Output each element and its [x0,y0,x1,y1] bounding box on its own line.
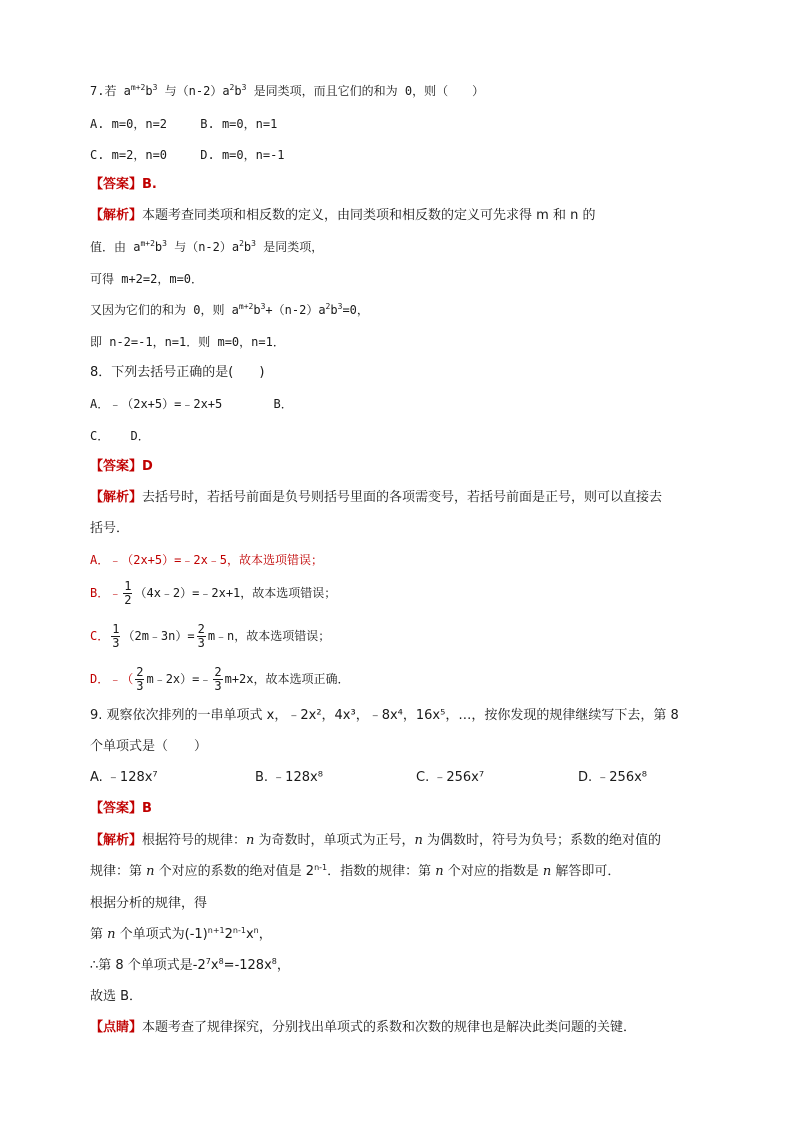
q8-line-d [90,666,350,693]
q8-line-b-fraction [123,580,132,607]
q8-option-d: D． [130,429,150,443]
q9-analysis-exp: n+1 [207,926,225,935]
q7-analysis-line5: 即 n-2=-1，n=1．则 m=0，n=1． [90,335,285,349]
q7-option-d: D. m=0，n=-1 [200,148,285,162]
q9-analysis-text: x [245,927,254,942]
q8-line-b [90,580,336,607]
q8-line-c-fraction-2 [197,623,206,650]
q7-options-row2 [90,146,285,164]
q7-stem-exp: 3 [241,83,247,92]
q9-analysis-var: n [107,927,116,942]
q7-analysis-line4 [90,301,369,319]
q7-analysis-exp: 3 [251,239,256,248]
q8-line-d-text: m﹣2x）=﹣ [146,672,212,686]
q7-analysis-text: 是同类项， [255,240,324,254]
q9-analysis-text: 第 [90,927,108,942]
q9-analysis-text: 规律：第 [90,864,147,879]
q9-analysis-exp: n [253,926,259,935]
q9-analysis-text: 为偶数时，符号为负号；系数的绝对值的 [422,833,662,848]
q9-analysis-text: ．指数的规律：第 [327,864,436,879]
q8-stem: 8．下列去括号正确的是( ) [90,365,265,380]
fraction-numerator: 2 [214,665,222,679]
q8-line-d-fraction-2 [213,666,222,693]
q9-analysis-exp: 7 [205,957,211,966]
q7-answer: 【答案】B. [90,177,157,192]
q7-analysis-exp: m+2 [140,239,155,248]
q8-line-d-fraction [135,666,144,693]
q9-analysis-text: x [210,958,219,973]
q7-analysis-line3: 可得 m+2=2，m=0． [90,272,204,286]
q9-analysis-text: 个单项式为(-1) [115,927,208,942]
q8-line-c-fraction [111,623,120,650]
q7-stem [90,82,484,100]
q9-analysis-var: n [246,833,255,848]
q8-analysis-text: 去括号时，若括号前面是负号则括号里面的各项需变号，若括号前面是正号，则可以直接去 [142,490,663,505]
fraction-denominator: 3 [214,679,222,693]
q7-stem-text: 7.若 a [90,84,131,98]
fraction-denominator: 3 [112,636,120,650]
fraction-numerator: 2 [197,622,205,636]
q7-analysis-label: 【解析】 [90,208,143,223]
q8-option-a: A．﹣（2x+5）=﹣2x+5 [90,397,223,411]
q9-analysis-text: ∴第 8 个单项式是-2 [90,958,206,973]
q7-analysis-text: b [330,303,338,317]
q8-line-c-text: C． [90,629,110,643]
q9-option-a: A. ﹣128x⁷ [90,770,158,785]
q8-line-c [90,623,330,650]
q7-analysis-exp: 3 [162,239,167,248]
q9-analysis-exp: n-1 [232,926,246,935]
q9-analysis-text: 个对应的指数是 [443,864,543,879]
q8-line-c-text: m﹣n，故本选项错误； [207,629,331,643]
q9-analysis-var: n [435,864,444,879]
q9-analysis-text: ， [258,927,272,942]
q7-stem-exp: m+2 [130,83,146,92]
q7-stem-text: 是同类项，而且它们的和为 0，则（ ） [246,84,485,98]
q8-line-c-text: （2m﹣3n）= [122,629,195,643]
q9-analysis-line5 [90,957,290,975]
q9-analysis-var: n [146,864,155,879]
q8-line-d-text: m+2x，故本选项正确． [224,672,350,686]
q7-stem-exp: 3 [152,83,158,92]
q7-analysis-exp: 2 [325,302,331,311]
q7-stem-text: b [234,84,242,98]
q7-analysis-text: +（n-2）a [265,303,326,317]
q9-analysis-line2 [90,863,620,881]
q9-analysis-text: ， [276,958,290,973]
q8-line-a: A．﹣（2x+5）=﹣2x﹣5，故本选项错误； [90,553,324,567]
q8-answer: 【答案】D [90,459,153,474]
q9-analysis-line3: 根据分析的规律，得 [90,896,208,911]
q9-analysis-label: 【解析】 [90,833,143,848]
q7-analysis-exp: 3 [337,302,343,311]
q9-analysis-text: 解答即可． [551,864,621,879]
fraction-denominator: 3 [197,636,205,650]
q7-stem-text: b [145,84,153,98]
q9-analysis-exp: 8 [271,957,277,966]
q9-option-c: C. ﹣256x⁷ [416,770,485,785]
q9-option-b: B. ﹣128x⁸ [255,770,323,785]
q7-option-a: A. m=0，n=2 [90,117,168,131]
q7-analysis-text: 本题考查同类项和相反数的定义，由同类项和相反数的定义可先求得 m 和 n 的 [142,208,596,223]
q7-option-c: C. m=2，n=0 [90,148,168,162]
q7-stem-text: 与（n-2）a [157,84,230,98]
q8-analysis-line2: 括号． [90,521,130,536]
fraction-denominator: 3 [136,679,144,693]
q9-analysis-text: 个对应的系数的绝对值是 2 [154,864,315,879]
q7-stem-exp: 2 [229,83,235,92]
q9-analysis-exp: 8 [218,957,224,966]
q9-analysis-text: =-128x [223,958,272,973]
q9-option-d: D. ﹣256x⁸ [578,770,647,785]
q9-analysis-var: n [414,833,423,848]
q9-answer: 【答案】B [90,801,152,816]
q7-option-b: B. m=0，n=1 [200,117,278,131]
q7-analysis-text: 值．由 a [90,240,141,254]
q7-options-row1 [90,115,277,133]
fraction-numerator: 1 [112,622,120,636]
q9-comment [90,1019,636,1037]
q8-line-d-text: D．﹣（ [90,672,134,686]
q7-analysis-text: 又因为它们的和为 0，则 a [90,303,239,317]
q7-analysis-text: b [253,303,261,317]
q8-options-row1 [90,395,293,413]
q9-analysis-var: n [542,864,552,879]
q7-analysis-text: b [154,240,163,254]
q9-analysis-line1 [90,832,661,850]
fraction-denominator: 2 [124,593,132,607]
q9-analysis-text: 根据符号的规律： [142,833,247,848]
q9-analysis-exp: n-1 [314,863,328,872]
q9-analysis-line4 [90,926,272,944]
q8-option-b: B． [273,397,293,411]
fraction-numerator: 1 [124,579,132,593]
q7-analysis-line1 [90,207,595,225]
q8-analysis-label: 【解析】 [90,490,143,505]
q7-analysis-exp: m+2 [238,302,254,311]
q7-analysis-line2 [90,238,323,256]
q9-comment-label: 【点睛】 [90,1020,143,1035]
fraction-numerator: 2 [136,665,144,679]
q8-analysis-line1 [90,489,662,507]
q8-line-b-text: （4x﹣2）=﹣2x+1，故本选项错误； [134,586,337,600]
q9-analysis-text: 2 [224,927,233,942]
q9-analysis-text: 为奇数时，单项式为正号， [254,833,415,848]
q9-stem-line1: 9. 观察依次排列的一串单项式 x，﹣2x²，4x³，﹣8x⁴，16x⁵，…，按你发现的规律继续写下去，第 8 [90,708,679,723]
q8-options-row2 [90,427,150,445]
q8-option-c: C． [90,429,110,443]
q7-analysis-exp: 3 [260,302,266,311]
q7-analysis-exp: 2 [239,239,244,248]
q7-analysis-text: =0， [342,303,369,317]
q9-comment-text: 本题考查了规律探究，分别找出单项式的系数和次数的规律也是解决此类问题的关键． [142,1020,637,1035]
q8-line-b-text: B．﹣ [90,586,122,600]
q7-analysis-text: b [243,240,252,254]
q9-stem-line2: 个单项式是（ ） [90,739,208,754]
q9-analysis-line6: 故选 B． [90,989,143,1004]
q7-analysis-text: 与（n-2）a [166,240,240,254]
